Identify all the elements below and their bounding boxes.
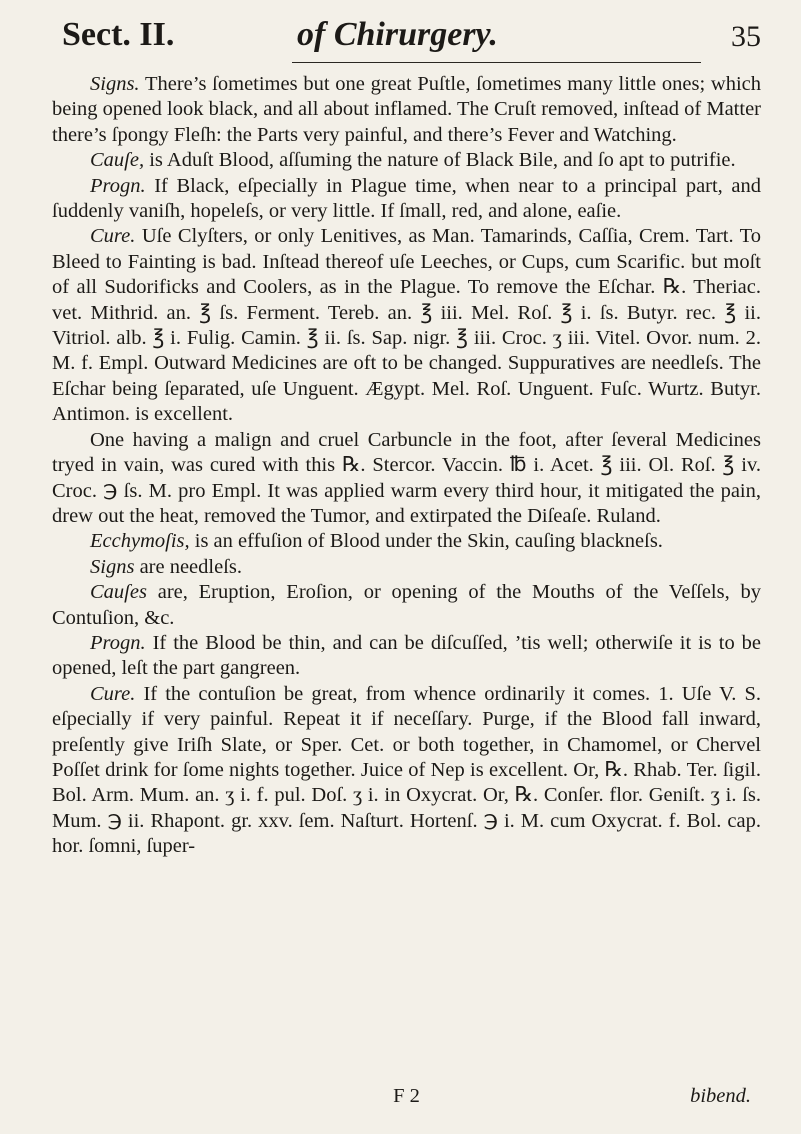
paragraph-cause [52, 148, 761, 173]
paragraph-text: is Aduſt Blood, aſſuming the nature of Black Bile, and ſo apt to putrifie. [149, 149, 736, 172]
section-number: Sect. II. [62, 16, 175, 53]
paragraph-ecchymosis [52, 529, 761, 554]
paragraph-text: There’s ſometimes but one great Puſtle, ſometimes many little ones; which being opened look black, and all about inflamed. The Cruſt removed, inſtead of Matter there’s ſpongy Fleſh: the Parts very painful, and there’s Fever and Watching. [52, 73, 761, 146]
paragraph-cure [52, 224, 761, 427]
paragraph-text: are, Eruption, Eroſion, or opening of the Mouths of the Veſſels, by Contuſion, &c. [52, 581, 761, 629]
paragraph-case [52, 428, 761, 530]
paragraph-text: If the Blood be thin, and can be diſcuſſed, ’tis well; otherwiſe it is to be opened, leſt the part gangreen. [52, 631, 762, 680]
running-title: of Chirurgery. [297, 16, 498, 53]
paragraph-text: is an effuſion of Blood under the Skin, cauſing blackneſs. [194, 530, 663, 553]
page-footer [52, 1085, 761, 1115]
paragraph-text: Uſe Clyſters, or only Lenitives, as Man. Tamarinds, Caſſia, Crem. Tart. To Bleed to Fainting is bad. Inſtead thereof uſe Leeches, or Cups, cum Scarific. but moſt of all Sudorificks and Coolers, as in the Plague. To remove the Eſchar. ℞. Theriac. vet. Mithrid. an. ℥ ſs. Ferment. Tereb. an. ℥ iii. Mel. Roſ. ℥ i. ſs. Butyr. rec. ℥ ii. Vitriol. alb. ℥ i. Fulig. Camin. ℥ ii. ſs. Sap. nigr. ℥ iii. Croc. ʒ iii. Vitel. Ovor. num. 2. M. f. Empl. Outward Medicines are oft to be changed. Suppuratives are needleſs. The Eſchar being ſeparated, uſe Unguent. Ægypt. Mel. Roſ. Unguent. Fuſc. Wurtz. Butyr. Antimon. is excellent. [52, 225, 762, 426]
paragraph-label: Progn. [90, 174, 146, 197]
paragraph-label: Cauſe, [90, 149, 145, 172]
paragraph-label: Cauſes [90, 581, 147, 604]
paragraph-label: Ecchymoſis, [90, 530, 190, 553]
signature-mark: F 2 [393, 1085, 420, 1107]
paragraph-text: If Black, eſpecially in Plague time, when near to a principal part, and ſuddenly vaniſh, hopeleſs, or very little. If ſmall, red, and alone, eaſie. [52, 174, 761, 223]
paragraph-text: One having a malign and cruel Carbuncle in the foot, after ſeveral Medicines tryed in vain, was cured with this ℞. Stercor. Vaccin. ℔ i. Acet. ℥ iii. Ol. Roſ. ℥ iv. Croc. ℈ ſs. M. pro Empl. It was applied warm every third hour, it mitigated the pain, drew out the heat, removed the Tumor, and extirpated the Diſeaſe. Ruland. [52, 428, 761, 527]
body-text [52, 72, 761, 860]
paragraph-label: Cure. [90, 682, 136, 705]
paragraph-prognosis-2 [52, 631, 761, 682]
paragraph-label: Signs. [90, 73, 140, 95]
paragraph-prognosis [52, 174, 761, 225]
paragraph-label: Signs [90, 555, 135, 578]
paragraph-cure-2 [52, 682, 761, 860]
page-number: 35 [731, 20, 761, 53]
paragraph-text: If the contuſion be great, from whence ordinarily it comes. 1. Uſe V. S. eſpecially if very painful. Repeat it if neceſſary. Purge, if the Blood fall inward, preſently give Iriſh Slate, or Sper. Cet. or both together, in Chamomel, or Chervel Poſſet drink for ſome nights together. Juice of Nep is excellent. Or, ℞. Rhab. Ter. ſigil. Bol. Arm. Mum. an. ʒ i. f. pul. Doſ. ʒ i. in Oxycrat. Or, ℞. Conſer. flor. Geniſt. ʒ i. ſs. Mum. ℈ ii. Rhapont. gr. xxv. ſem. Naſturt. Hortenſ. ℈ i. M. cum Oxycrat. f. Bol. cap. hor. ſomni, ſuper- [52, 682, 762, 858]
running-header [62, 10, 761, 66]
catchword: bibend. [690, 1085, 751, 1107]
paragraph-signs-2 [52, 555, 761, 580]
paragraph-signs [52, 72, 761, 148]
paragraph-text: are needleſs. [139, 555, 243, 578]
paragraph-label: Cure. [90, 225, 136, 248]
header-rule [292, 62, 701, 63]
paragraph-causes [52, 580, 761, 631]
paragraph-label: Progn. [90, 631, 146, 654]
